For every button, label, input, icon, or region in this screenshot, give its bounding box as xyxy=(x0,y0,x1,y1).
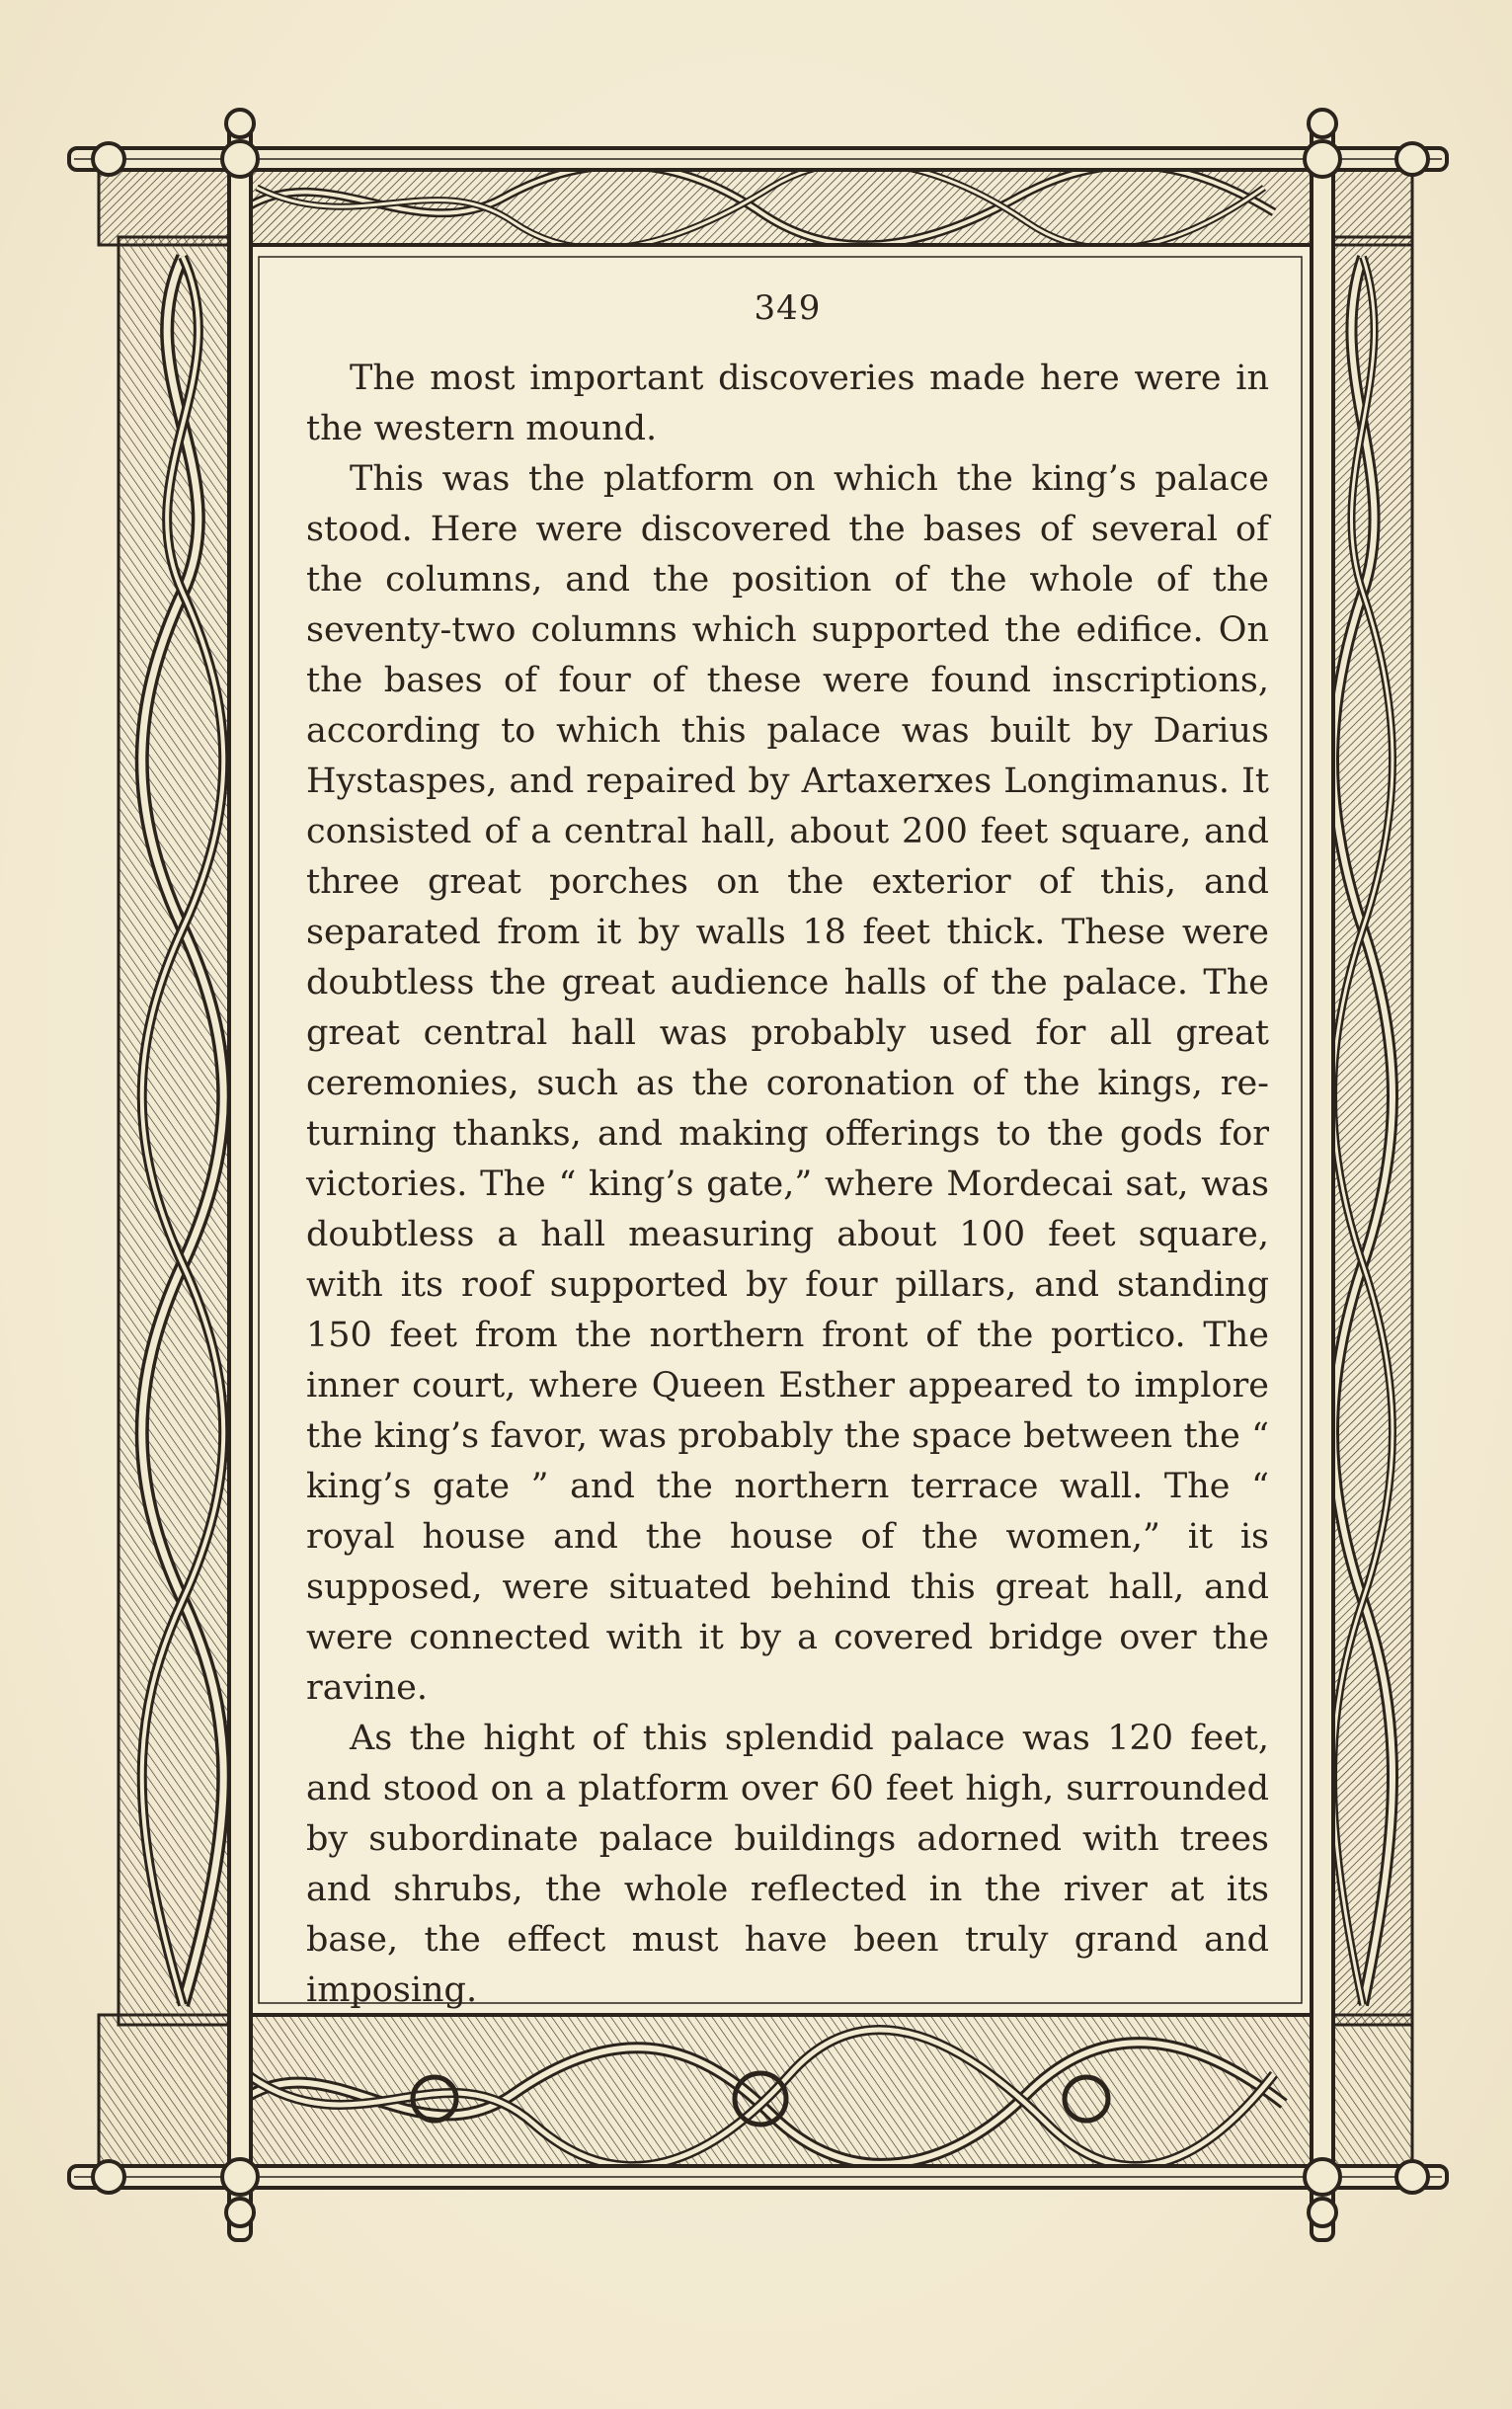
text-panel xyxy=(306,277,1269,2010)
paragraph-2: This was the platform on which the king’s palace stood. Here were discovered the bases of several of the columns, and the position of the whole of the seventy-two columns which supported the edifice. On the bases of four of these were found inscriptions, according to which this palace was built by Darius Hystaspes, and repaired by Artaxerxes Longimanus. It consisted of a central hall, about 200 feet square, and three great porches on the exterior of this, and separated from it by walls 18 feet thick. These were doubtless the great audience halls of the palace. The great central hall was probably used for all great ceremonies, such as the coronation of the kings, re-turning thanks, and making offerings to the gods for victories. The “ king’s gate,” where Mordecai sat, was doubtless a hall measuring about 100 feet square, with its roof supported by four pillars, and standing 150 feet from the northern front of the portico. The inner court, where Queen Esther appeared to implore the king’s favor, was probably the space between the “ king’s gate ” and the northern terrace wall. The “ royal house and the house of the women,” it is supposed, were situated behind this great hall, and were connected with it by a covered bridge over the ravine. xyxy=(306,459,1269,1708)
bottom-border-band xyxy=(99,2015,1412,2188)
paragraph-3: As the hight of this splendid palace was 120 feet, and stood on a platform over 60 feet high, surrounded by subordinate palace buildings adorned with trees and shrubs, the whole reflected in the river at its base, the effect must have been truly grand and imposing. xyxy=(306,1719,1269,2010)
paragraph-1: The most important discoveries made here were in the western mound. xyxy=(306,359,1269,448)
page-number: 349 xyxy=(754,288,822,328)
